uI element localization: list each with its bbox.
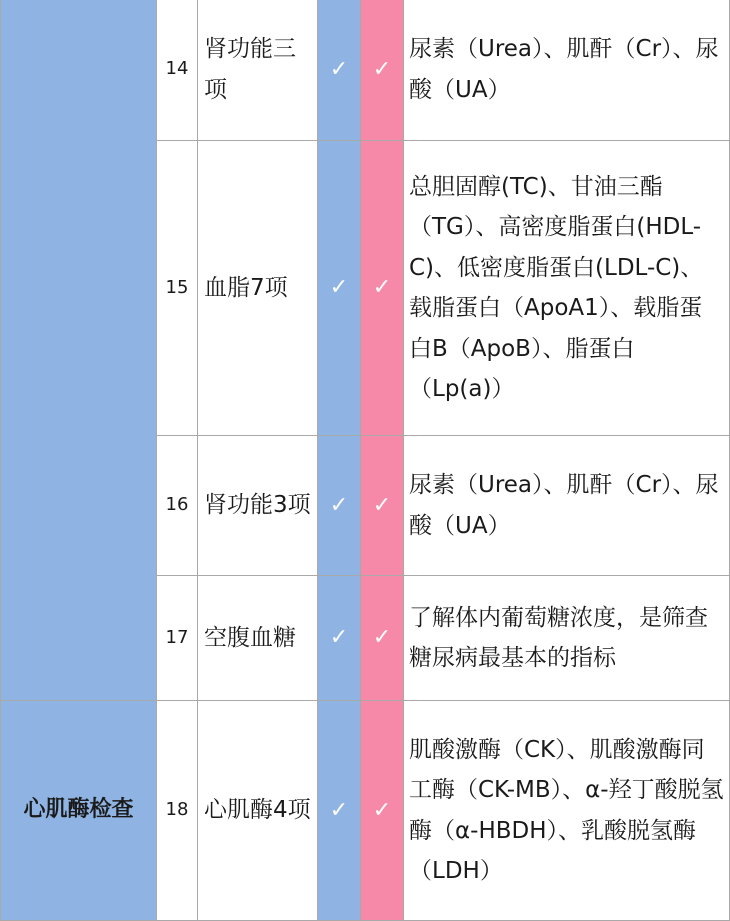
item-description: 肌酸激酶（CK）、肌酸激酶同工酶（CK-MB）、α-羟丁酸脱氢酶（α-HBDH）、乳酸脱氢酶（LDH） xyxy=(404,701,730,921)
package-a-cell xyxy=(318,576,361,701)
check-icon: ✓ xyxy=(372,625,392,651)
table-row xyxy=(1,701,730,921)
item-name: 肾功能三项 xyxy=(198,0,318,141)
item-description: 尿素（Urea）、肌酐（Cr）、尿酸（UA） xyxy=(404,0,730,141)
check-icon: ✓ xyxy=(329,492,349,518)
category-cell: 心肌酶检查 xyxy=(1,701,157,921)
package-a-cell xyxy=(318,141,361,436)
check-icon: ✓ xyxy=(329,625,349,651)
package-b-cell xyxy=(361,576,404,701)
package-a-cell xyxy=(318,436,361,576)
check-icon: ✓ xyxy=(372,797,392,823)
item-description: 总胆固醇(TC)、甘油三酯（TG）、高密度脂蛋白(HDL-C)、低密度脂蛋白(LDL-C)、载脂蛋白（ApoA1）、载脂蛋白B（ApoB）、脂蛋白（Lp(a)） xyxy=(404,141,730,436)
check-icon: ✓ xyxy=(329,797,349,823)
item-number: 14 xyxy=(157,0,198,141)
table-row xyxy=(1,0,730,141)
item-number: 17 xyxy=(157,576,198,701)
check-icon: ✓ xyxy=(372,56,392,82)
item-description: 尿素（Urea）、肌酐（Cr）、尿酸（UA） xyxy=(404,436,730,576)
item-description: 了解体内葡萄糖浓度，是筛查糖尿病最基本的指标 xyxy=(404,576,730,701)
package-b-cell xyxy=(361,701,404,921)
item-name: 心肌酶4项 xyxy=(198,701,318,921)
item-name: 血脂7项 xyxy=(198,141,318,436)
check-icon: ✓ xyxy=(329,56,349,82)
item-number: 18 xyxy=(157,701,198,921)
check-icon: ✓ xyxy=(329,275,349,301)
item-number: 16 xyxy=(157,436,198,576)
package-b-cell xyxy=(361,436,404,576)
package-b-cell xyxy=(361,141,404,436)
package-a-cell xyxy=(318,0,361,141)
check-icon: ✓ xyxy=(372,275,392,301)
item-name: 空腹血糖 xyxy=(198,576,318,701)
package-a-cell xyxy=(318,701,361,921)
category-cell-blank xyxy=(1,0,157,701)
item-number: 15 xyxy=(157,141,198,436)
item-name: 肾功能3项 xyxy=(198,436,318,576)
check-icon: ✓ xyxy=(372,492,392,518)
package-b-cell xyxy=(361,0,404,141)
